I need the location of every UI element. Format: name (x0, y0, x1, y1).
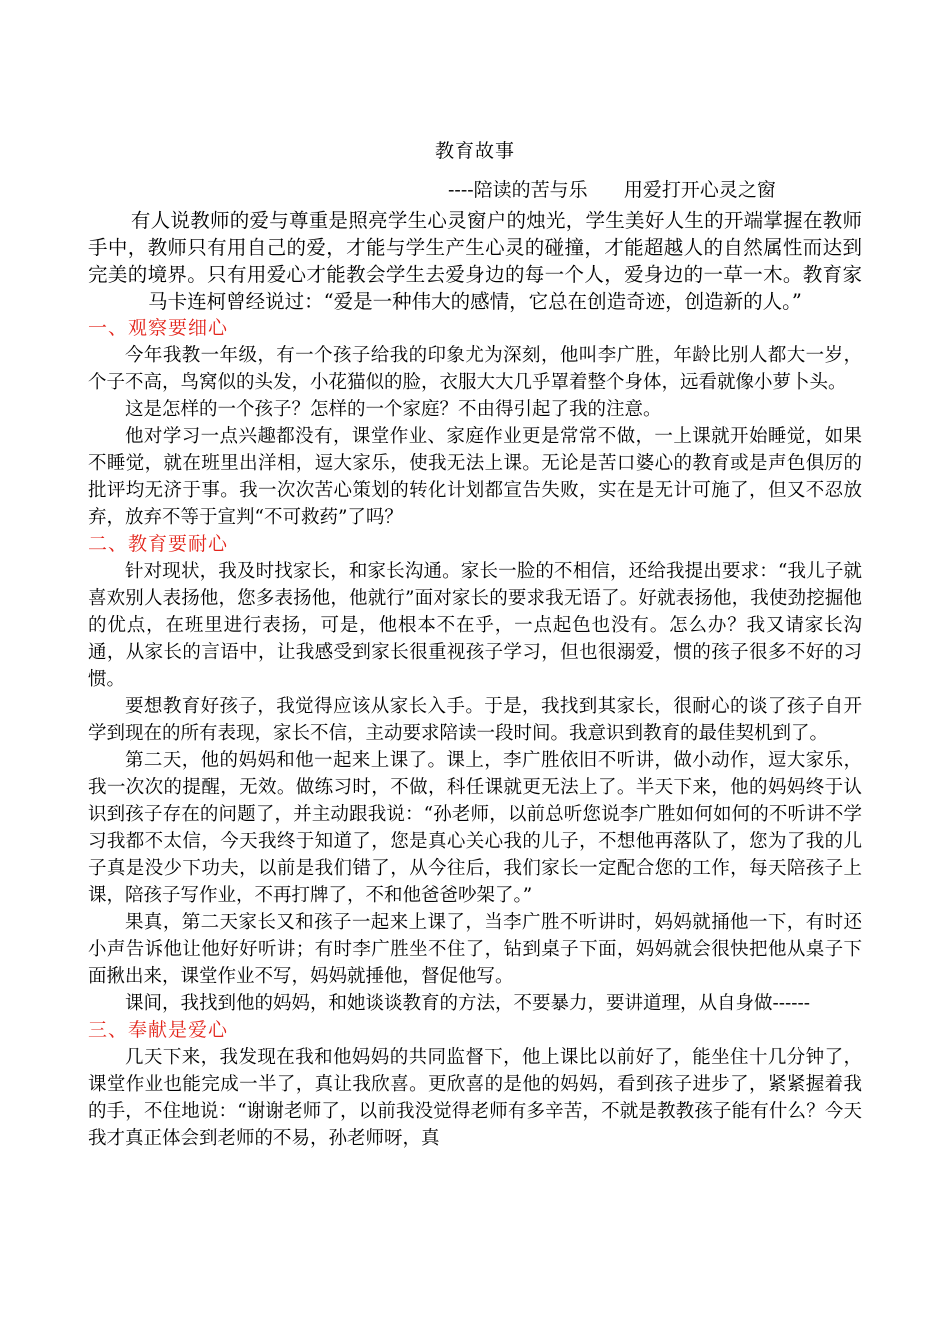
paragraph: 要想教育好孩子，我觉得应该从家长入手。于是，我找到其家长，很耐心的谈了孩子自开学到现在的所有表现，家长不信，主动要求陪读一段时间。我意识到教育的最佳契机到了。 (88, 696, 862, 744)
section-heading: 二、教育要耐心 (88, 533, 229, 555)
paragraph: 第二天，他的妈妈和他一起来上课了。课上，李广胜依旧不听讲，做小动作，逗大家乐，我一次次的提醒，无效。做练习时，不做，科任课就更无法上了。半天下来，他的妈妈终于认识到孩子存在的问题了，并主动跟我说：“孙老师，以前总听您说李广胜如何如何的不听讲不学习我都不太信，今天我终于知道了，您是真心关心我的儿子，不想他再落队了，您为了我的儿子真是没少下功夫，以前是我们错了，从今往后，我们家长一定配合您的工作，每天陪孩子上课，陪孩子写作业，不再打牌了，不和他爸爸吵架了。” (88, 750, 862, 906)
paragraph: 针对现状，我及时找家长，和家长沟通。家长一脸的不相信，还给我提出要求：“我儿子就喜欢别人表扬他，您多表扬他，他就行”面对家长的要求我无语了。好就表扬他，我使劲挖掘他的优点，在班里进行表扬，可是，他根本不在乎，一点起色也没有。怎么办？我又请家长沟通，从家长的言语中，让我感受到家长很重视孩子学习，但也很溺爱，惯的孩子很多不好的习惯。 (88, 561, 862, 690)
paragraph: 几天下来，我发现在我和他妈妈的共同监督下，他上课比以前好了，能坐住十几分钟了，课堂作业也能完成一半了，真让我欣喜。更欣喜的是他的妈妈，看到孩子进步了，紧紧握着我的手，不住地说：“谢谢老师了，以前我没觉得老师有多辛苦，不就是教教孩子能有什么？今天我才真正体会到老师的不易，孙老师呀，真 (88, 1047, 862, 1149)
section-heading: 一、观察要细心 (88, 317, 229, 339)
paragraph: 今年我教一年级，有一个孩子给我的印象尤为深刻，他叫李广胜，年龄比别人都大一岁，个子不高，鸟窝似的头发，小花猫似的脸，衣服大大几乎罩着整个身体，远看就像小萝卜头。 (88, 345, 862, 393)
intro-paragraph: 有人说教师的爱与尊重是照亮学生心灵窗户的烛光，学生美好人生的开端掌握在教师手中，教师只有用自己的爱，才能与学生产生心灵的碰撞，才能超越人的自然属性而达到完美的境界。只有用爱心才能教会学生去爱身边的每一个人，爱身边的一草一木。教育家马卡连柯曾经说过：“爱是一种伟大的感情，它总在创造奇迹，创造新的人。” (88, 209, 862, 313)
section-heading: 三、奉献是爱心 (88, 1019, 229, 1041)
paragraph: 他对学习一点兴趣都没有，课堂作业、家庭作业更是常常不做，一上课就开始睡觉，如果不睡觉，就在班里出洋相，逗大家乐，使我无法上课。无论是苦口婆心的教育或是声色俱厉的批评均无济于事。我一次次苦心策划的转化计划都宣告失败，实在是无计可施了，但又不忍放弃，放弃不等于宣判“不可救药”了吗？ (88, 426, 862, 528)
document-subtitle: ----陪读的苦与乐 用爱打开心灵之窗 (448, 179, 776, 201)
document-title: 教育故事 (434, 140, 515, 162)
paragraph: 这是怎样的一个孩子？怎样的一个家庭？不由得引起了我的注意。 (125, 399, 662, 420)
paragraph: 果真，第二天家长又和孩子一起来上课了，当李广胜不听讲时，妈妈就捅他一下，有时还小声告诉他让他好好听讲；有时李广胜坐不住了，钻到桌子下面，妈妈就会很快把他从桌子下面揪出来，课堂作业不写，妈妈就捶他，督促他写。 (88, 912, 862, 987)
paragraph: 课间，我找到他的妈妈，和她谈谈教育的方法，不要暴力，要讲道理，从自身做------ (125, 993, 811, 1014)
document-body (88, 207, 862, 1152)
